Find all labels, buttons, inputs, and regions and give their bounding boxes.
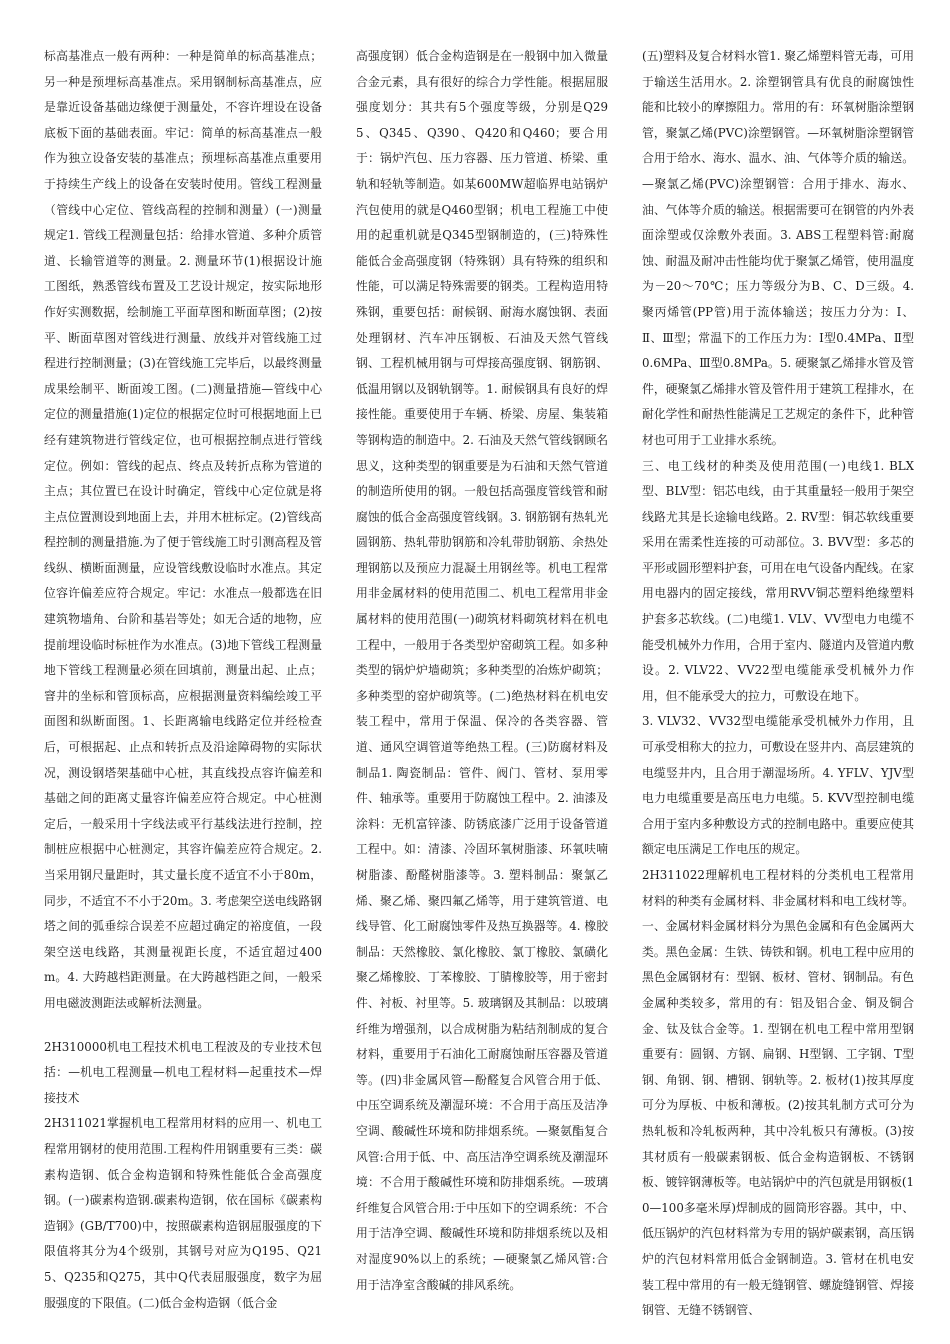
paragraph: 高强度钢）低合金构造钢是在一般钢中加入微量合金元素，具有很好的综合力学性能。根据屈服强度划分：其共有5个强度等级，分别是Q295、Q345、Q390、Q420和Q460；要合用于：锅炉汽包、压力容器、压力管道、桥梁、重轨和轻轨等制造。如某600MW超临界电站锅炉汽包使用的就是Q460型钢；机电工程施工中使用的起重机就是Q345型钢制造的，(三)特殊性能低合金高强度钢（特殊钢）具有特殊的组织和性能，可以满足特殊需要的钢类。工程构造用特殊钢，重要包括：耐候钢、耐海水腐蚀钢、表面处理钢材、汽车冲压钢板、石油及天然气管线钢、工程机械用钢与可焊接高强度钢、钢筋钢、低温用钢以及钢轨钢等。1. 耐候钢具有良好的焊接性能。重要使用于车辆、桥梁、房屋、集装箱等钢构造的制造中。2. 石油及天然气管线钢顾名思义，这种类型的钢重要是为石油和天然气管道的制造所使用的钢。一般包括高强度管线管和耐腐蚀的低合金高强度管线钢。3. 钢筋钢有热轧光圆钢筋、热轧带肋钢筋和冷轧带肋钢筋、余热处理钢筋以及预应力混凝土用钢丝等。机电工程常用非金属材料的使用范围二、机电工程常用非金属材料的使用范围(一)砌筑材料砌筑材料在机电工程中，一般用于各类型炉窑砌筑工程。如多种类型的锅炉炉墙砌筑；多种类型的冶炼炉砌筑；多种类型的窑炉砌筑等。(二)绝热材料在机电安装工程中，常用于保温、保冷的各类容器、管道、通风空调管道等绝热工程。(三)防腐材料及制品1. 陶瓷制品：管件、阀门、管材、泵用零件、轴承等。重要用于防腐蚀工程中。2. 油漆及涂料：无机富锌漆、防锈底漆广泛用于设备管道工程中。如：清漆、冷固环氧树脂漆、环氧呋喃树脂漆、酚醛树脂漆等。3. 塑料制品：聚氯乙烯、聚乙烯、聚四氟乙烯等，用于建筑管道、电线导管、化工耐腐蚀零件及热互换器等。4. 橡胶制品：天然橡胶、氯化橡胶、氯丁橡胶、氯磺化聚乙烯橡胶、丁苯橡胶、丁腈橡胶等，用于密封件、衬板、衬里等。5. 玻璃钢及其制品：以玻璃纤维为增强剂，以合成树脂为粘结剂制成的复合材料，重要用于石油化工耐腐蚀耐压容器及管道等。(四)非金属风管—酚醛复合风管合用于低、中压空调系统及潮湿环境：不合用于高压及洁净空调、酸碱性环境和防排烟系统。—聚氨酯复合风管:合用于低、中、高压洁净空调系统及潮湿环境：不合用于酸碱性环境和防排烟系统。—玻璃纤维复合风管合用:于中压如下的空调系统：不合用于洁净空调、酸碱性环境和防排烟系统以及相对湿度90%以上的系统；—硬聚氯乙烯风管:合用于洁净室含酸碱的排风系统。 xyxy=(356,49,608,1292)
paragraph: 三、电工线材的种类及使用范围(一)电线1. BLX型、BLV型：铝芯电线，由于其重量轻一般用于架空线路尤其是长途输电线路。2. RV型：铜芯软线重要采用在需柔性连接的可动部位。3. BVV型：多芯的平形或圆形塑料护套，可用在电气设备内配线。在家用电器内的固定接线，常用RVV铜芯塑料绝缘塑料护套多芯软线。(二)电缆1. VLV、VV型电力电缆不能受机械外力作用，合用于室内、隧道内及管道内敷设。2. VLV22、VV22型电缆能承受机械外力作用，但不能承受大的拉力，可敷设在地下。 xyxy=(642,458,914,703)
paragraph: 2H311021掌握机电工程常用材料的应用一、机电工程常用钢材的使用范围.工程构件用钢重要有三类：碳素构造钢、低合金构造钢和特殊性能低合金高强度钢。(一)碳素构造钢.碳素构造钢，依在国标《碳素构造钢》(GB/T700)中，按照碳素构造钢屈服强度的下限值将其分为4个级别，其钢号对应为Q195、Q215、Q235和Q275，其中Q代表屈服强度，数字为屈服强度的下限值。(二)低合金构造钢（低合金 xyxy=(44,1116,322,1310)
text-column-left xyxy=(44,44,322,1316)
paragraph: 2H310000机电工程技术机电工程波及的专业技术包括：—机电工程测量—机电工程材料—起重技术—焊接技术 xyxy=(44,1039,322,1105)
paragraph: 3. VLV32、VV32型电缆能承受机械外力作用，且可承受相称大的拉力，可敷设在竖井内、高层建筑的电缆竖井内，且合用于潮湿场所。4. YFLV、YJV型电力电缆重要是高压电力电缆。5. KVV型控制电缆合用于室内多种敷设方式的控制电路中。重要应使其额定电压满足工作电压的规定。 xyxy=(642,714,914,857)
paragraph: (五)塑料及复合材料水管1. 聚乙烯塑料管无毒，可用于输送生活用水。2. 涂塑钢管具有优良的耐腐蚀性能和比较小的摩擦阻力。常用的有：环氧树脂涂塑钢管，聚氯乙烯(PVC)涂塑钢管。—环氧树脂涂塑钢管合用于给水、海水、温水、油、气体等介质的输送。—聚氯乙烯(PVC)涂塑钢管：合用于排水、海水、油、气体等介质的输送。根据需要可在钢管的内外表面涂塑或仅涂敷外表面。3. ABS工程塑料管:耐腐蚀、耐温及耐冲击性能均优于聚氯乙烯管，使用温度为－20～70℃；压力等级分为B、C、D三级。4. 聚丙烯管(PP管)用于流体输送；按压力分为：Ⅰ、Ⅱ、Ⅲ型；常温下的工作压力为：Ⅰ型0.4MPa、Ⅱ型0.6MPa、Ⅲ型0.8MPa。5. 硬聚氯乙烯排水管及管件，硬聚氯乙烯排水管及管件用于建筑工程排水，在耐化学性和耐热性能满足工艺规定的条件下，此种管材也可用于工业排水系统。 xyxy=(642,49,914,447)
paragraph: 2H311022理解机电工程材料的分类机电工程常用材料的种类有金属材料、非金属材料和电工线材等。一、金属材料金属材料分为黑色金属和有色金属两大类。黑色金属：生铁、铸铁和钢。机电工程中应用的黑色金属钢材有：型钢、板材、管材、钢制品。有色金属种类较多，常用的有：铝及铝合金、铜及铜合金、钛及钛合金等。1. 型钢在机电工程中常用型钢重要有：圆钢、方钢、扁钢、H型钢、工字钢、T型钢、角钢、钢、槽钢、钢轨等。2. 板材(1)按其厚度可分为厚板、中板和薄板。(2)按其轧制方式可分为热轧板和冷轧板两种，其中冷轧板只有薄板。(3)按其材质有一般碳素钢板、低合金构造钢板、不锈钢板、镀锌钢薄板等。电站锅炉中的汽包就是用钢板(10—100多毫米厚)焊制成的圆筒形容器。其中，中、低压锅炉的汽包材料常为专用的锅炉碳素钢，高压锅炉的汽包材料常用低合金钢制造。3. 管材在机电安装工程中常用的有一般无缝钢管、螺旋缝钢管、焊接钢管、无缝不锈钢管、 xyxy=(642,868,914,1318)
text-column-middle xyxy=(356,44,608,1298)
paragraph: 标高基准点一般有两种：一种是简单的标高基准点；另一种是预埋标高基准点。采用钢制标高基准点，应是靠近设备基础边缘便于测量处，不容许埋设在设备底板下面的基础表面。牢记：简单的标高基准点一般作为独立设备安装的基准点；预埋标高基准点重要用于持续生产线上的设备在安装时使用。管线工程测量（管线中心定位、管线高程的控制和测量）(一)测量规定1. 管线工程测量包括：给排水管道、多种介质管道、长输管道等的测量。2. 测量环节(1)根据设计施工图纸，熟悉管线布置及工艺设计规定，按实际地形作好实测数据，绘制施工平面草图和断面草图；(2)按平、断面草图对管线进行测量、放线并对管线施工过程进行控制测量；(3)在管线施工完毕后，以最终测量成果绘制平、断面竣工图。(二)测量措施—管线中心定位的测量措施(1)定位的根据定位时可根据地面上已经有建筑物进行管线定位，也可根据控制点进行管线定位。例如：管线的起点、终点及转折点称为管道的主点；其位置已在设计时确定，管线中心定位就是将主点位置测设到地面上去，并用木桩标定。(2)管线高程控制的测量措施.为了便于管线施工时引测高程及管线纵、横断面测量，应设管线敷设临时水准点。其定位容许偏差应符合规定。牢记：水准点一般都选在旧建筑物墙角、台阶和基岩等处；如无合适的地物，应提前埋设临时标桩作为水准点。(3)地下管线工程测量地下管线工程测量必须在回填前，测量出起、止点；窨井的坐标和管顶标高，应根据测量资料编绘竣工平面图和纵断面图。1、长距离输电线路定位并经检查后，可根据起、止点和转折点及沿途障碍物的实际状况，测设钢塔架基础中心桩，其直线投点容许偏差和基础之间的距离丈量容许偏差应符合规定。中心桩测定后，一般采用十字线法或平行基线法进行控制，控制桩应根据中心桩测定，其容许偏差应符合规定。2. 当采用钢尺量距时，其丈量长度不适宜不小于80m，同步，不适宜不不小于20m。3. 考虑架空送电线路钢塔之间的弧垂综合误差不应超过确定的裕度值，一段架空送电线路，其测量视距长度，不适宜超过400m。4. 大跨越档距测量。在大跨越档距之间，一般采用电磁波测距法或解析法测量。 xyxy=(44,49,322,1010)
text-column-right xyxy=(642,44,914,1324)
